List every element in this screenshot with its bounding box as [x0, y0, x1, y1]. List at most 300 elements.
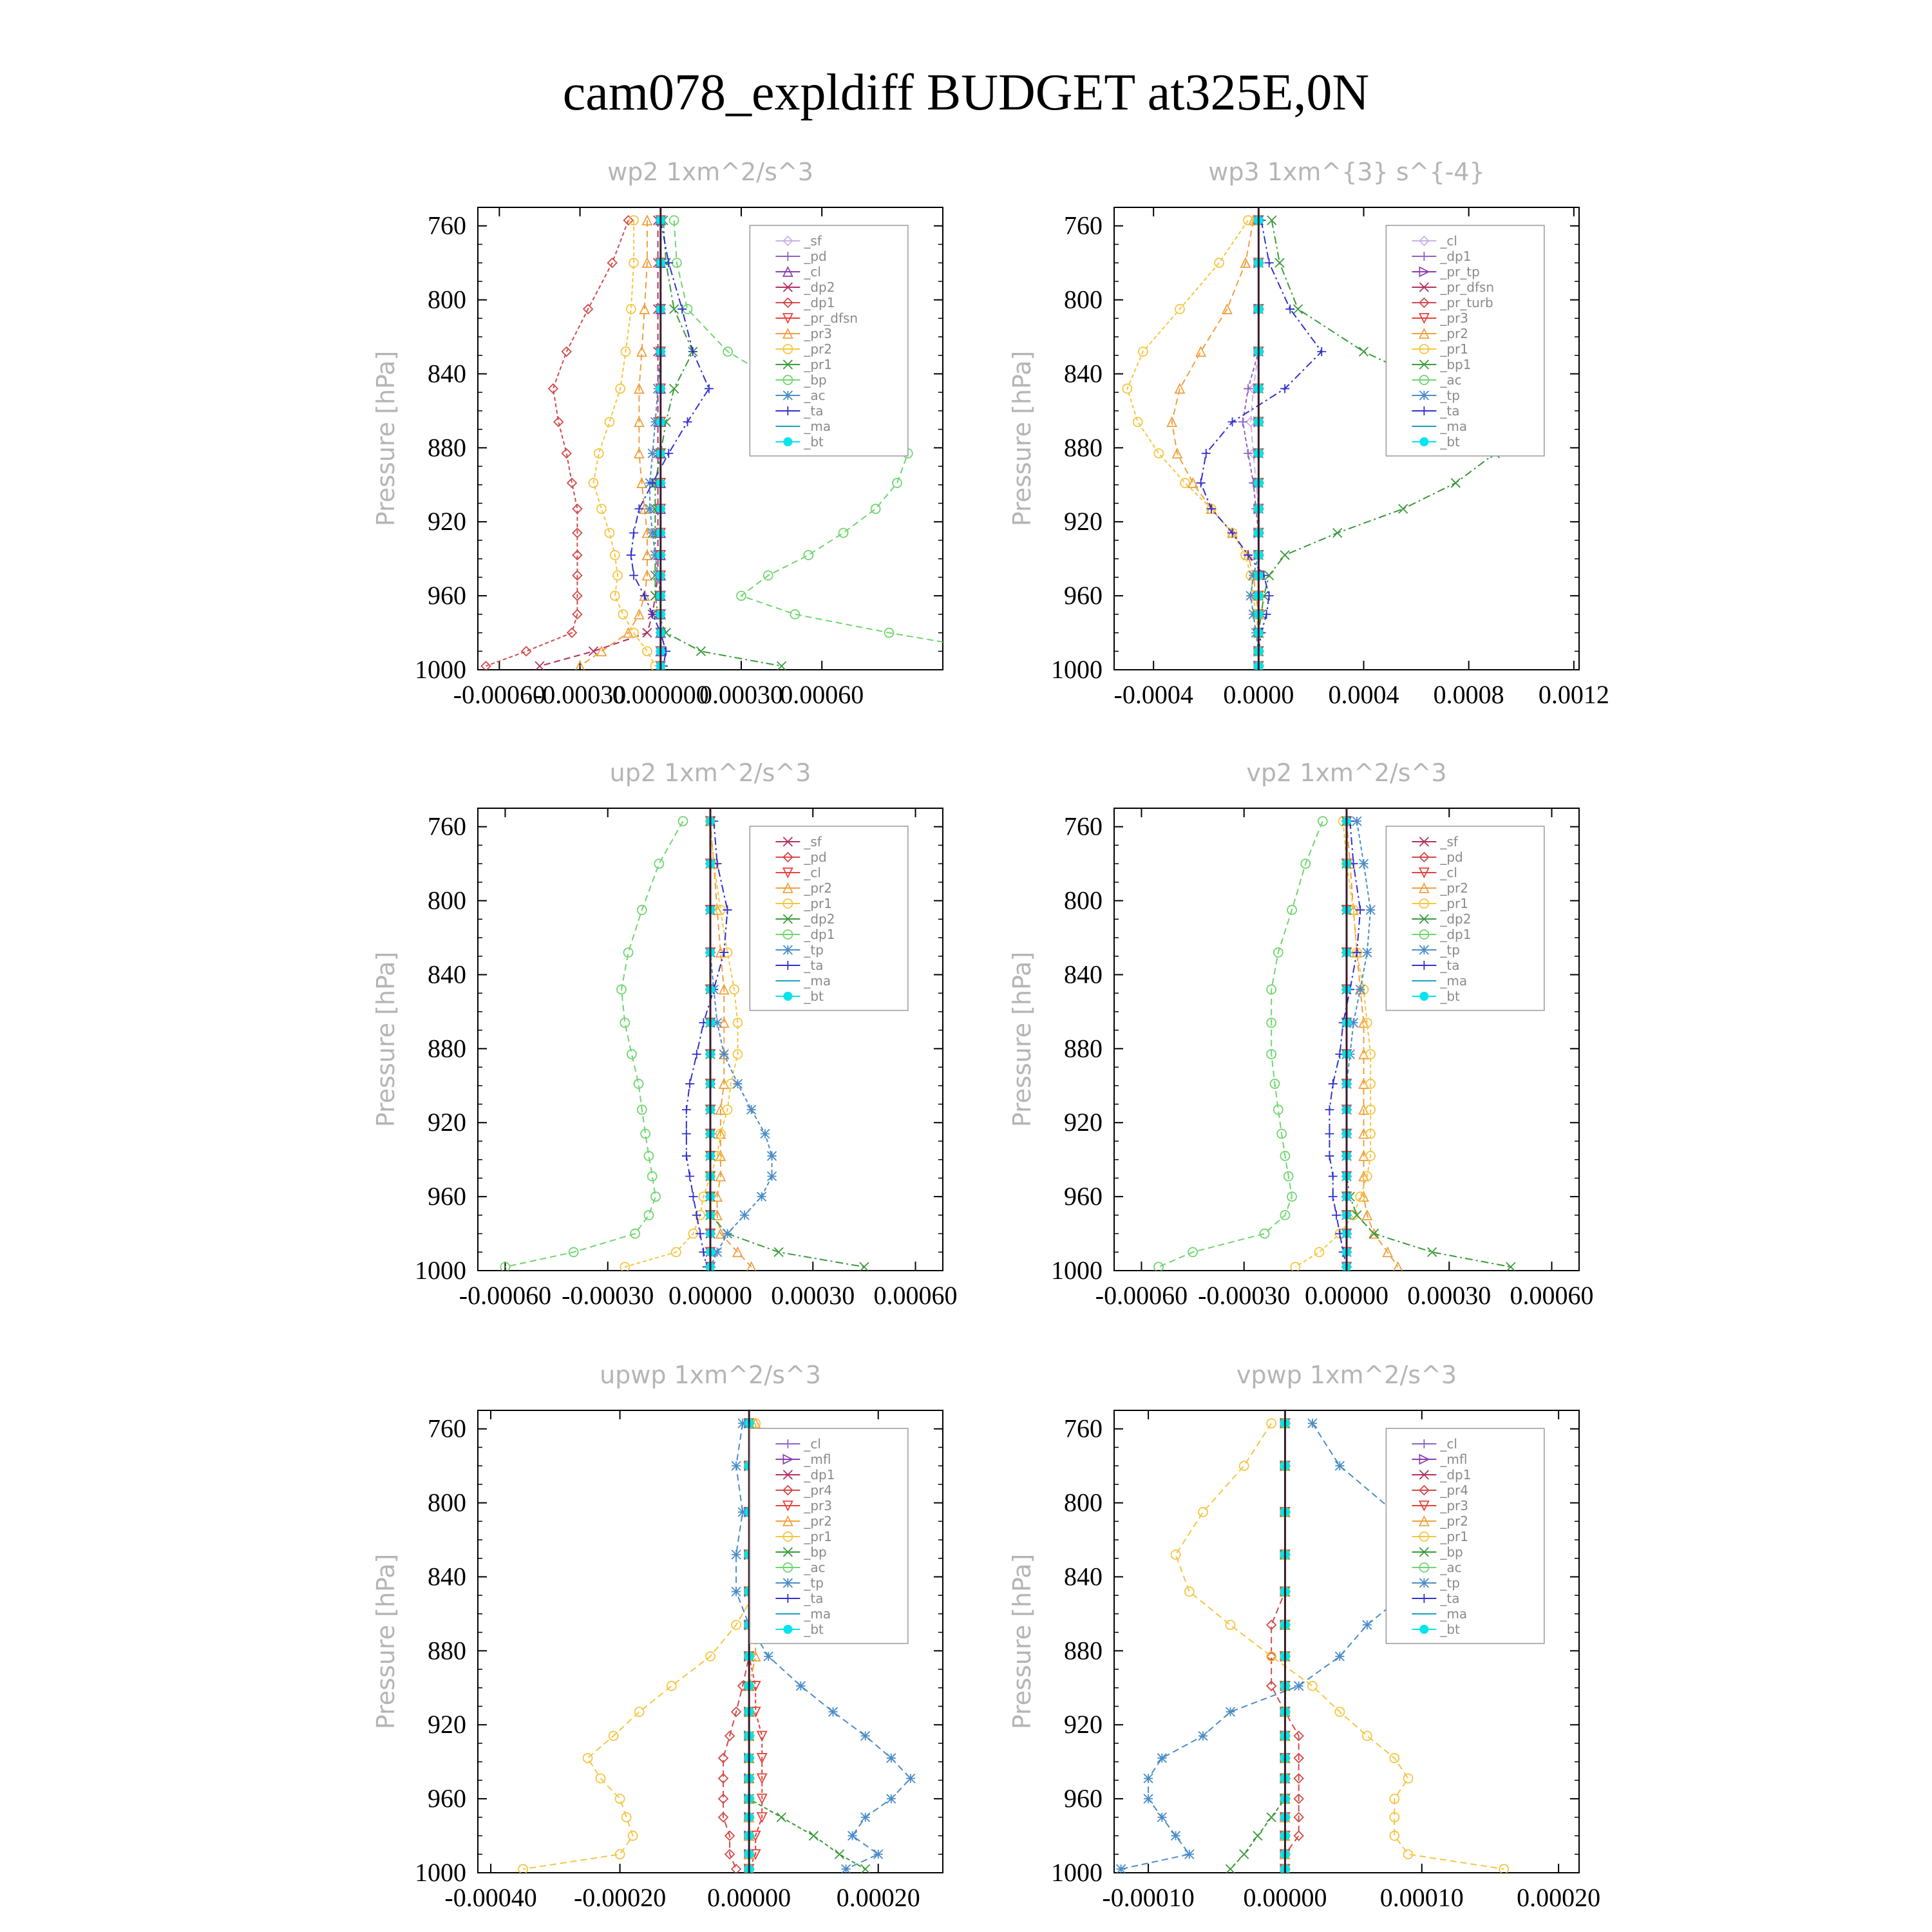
- data-point: [1202, 449, 1211, 458]
- legend-label: _pr_dfsn: [1440, 279, 1495, 295]
- legend-label: _ma: [1440, 419, 1468, 434]
- data-point: [640, 591, 649, 600]
- data-point: [992, 647, 1001, 656]
- data-point: [682, 1105, 691, 1114]
- legend-label: _bt: [1440, 434, 1460, 450]
- legend-label: _pr3: [804, 1498, 833, 1513]
- data-point: [1294, 1832, 1303, 1841]
- y-tick-label: 840: [1064, 960, 1103, 989]
- series-pr1: [518, 1419, 773, 1873]
- legend-label: _pr2: [1440, 880, 1469, 896]
- y-tick-label: 760: [428, 211, 466, 240]
- data-point: [629, 528, 638, 537]
- panel-title: upwp 1xm^2/s^3: [600, 1361, 821, 1389]
- legend-label: _dp1: [1440, 249, 1472, 264]
- y-tick-label: 880: [1064, 433, 1103, 462]
- data-point: [1180, 478, 1189, 488]
- data-point: [774, 1247, 783, 1256]
- series-dp1: [500, 817, 687, 1271]
- x-tick-label: -0.00010: [1102, 1883, 1195, 1912]
- legend-label: _bp1: [1440, 357, 1472, 372]
- data-point: [764, 1652, 773, 1661]
- y-tick-label: 960: [1064, 581, 1103, 611]
- series-line: [1172, 220, 1259, 666]
- data-point: [622, 1813, 631, 1822]
- series-ac: [645, 216, 665, 670]
- y-tick-label: 1000: [1051, 1256, 1103, 1285]
- y-tick-label: 1000: [1051, 655, 1103, 684]
- data-point: [1329, 1172, 1338, 1181]
- data-point: [732, 1550, 741, 1559]
- y-tick-label: 960: [1064, 1182, 1103, 1211]
- data-point: [1369, 1229, 1378, 1238]
- data-point: [1325, 1151, 1334, 1160]
- data-point: [1171, 1832, 1180, 1841]
- data-point: [1399, 504, 1408, 513]
- y-axis-label: Pressure [hPa]: [372, 951, 400, 1128]
- data-point: [861, 1731, 870, 1740]
- legend-marker: [1419, 437, 1428, 446]
- legend-label: _pr1: [1440, 896, 1469, 911]
- data-point: [1267, 1813, 1276, 1822]
- data-point: [629, 571, 638, 580]
- data-point: [732, 1461, 741, 1470]
- data-point: [848, 1832, 857, 1841]
- legend-label: _ma: [804, 973, 831, 989]
- data-point: [829, 1707, 838, 1716]
- data-point: [643, 629, 652, 638]
- series-pr2: [1168, 216, 1264, 670]
- data-point: [685, 1172, 694, 1181]
- data-point: [1198, 1731, 1208, 1740]
- data-point: [871, 504, 880, 513]
- data-point: [732, 1587, 741, 1596]
- chart-panel-6: [1008, 1361, 1600, 1912]
- chart-panel-3: [372, 759, 958, 1310]
- series-line: [486, 220, 629, 666]
- x-tick-label: -0.00060: [1095, 1281, 1188, 1310]
- y-tick-label: 760: [1064, 811, 1103, 841]
- x-tick-label: 0.00000: [1243, 1883, 1327, 1912]
- data-point: [685, 1079, 694, 1088]
- y-axis-label: Pressure [hPa]: [372, 1553, 400, 1730]
- data-point: [692, 1050, 701, 1059]
- legend-label: _cl: [804, 865, 821, 880]
- data-point: [835, 1850, 844, 1859]
- data-point: [688, 1192, 697, 1201]
- y-tick-label: 840: [428, 960, 466, 989]
- legend-label: _cl: [804, 1436, 821, 1452]
- data-point: [648, 528, 657, 537]
- legend-label: _bp: [804, 372, 827, 388]
- y-tick-label: 840: [1064, 359, 1103, 388]
- y-tick-label: 920: [1064, 1710, 1103, 1739]
- data-point: [597, 504, 606, 513]
- data-point: [644, 1211, 653, 1220]
- data-point: [616, 1794, 625, 1803]
- series-pr2: [589, 216, 659, 670]
- data-point: [1356, 985, 1365, 994]
- legend-label: _bt: [804, 1622, 824, 1637]
- data-point: [1294, 305, 1303, 314]
- legend-label: _cl: [804, 264, 821, 279]
- data-point: [1332, 1211, 1341, 1220]
- data-point: [1335, 1652, 1344, 1661]
- data-point: [1285, 305, 1294, 314]
- legend-label: _cl: [1440, 233, 1457, 249]
- legend-label: _pr2: [1440, 326, 1469, 341]
- data-point: [683, 417, 692, 426]
- series-line: [1121, 1423, 1422, 1869]
- legend-label: _cl: [1440, 1436, 1457, 1452]
- data-point: [605, 417, 614, 426]
- y-tick-label: 840: [428, 1562, 466, 1591]
- y-tick-label: 880: [428, 433, 466, 462]
- y-tick-label: 880: [1064, 1034, 1103, 1063]
- data-point: [1359, 347, 1368, 356]
- y-tick-label: 1000: [1051, 1858, 1103, 1887]
- data-point: [664, 449, 673, 458]
- series-dp1: [1154, 817, 1327, 1271]
- y-axis-label: Pressure [hPa]: [1008, 951, 1036, 1128]
- x-tick-label: 0.00060: [780, 680, 864, 709]
- chart-panel-1: [372, 158, 1095, 709]
- y-tick-label: 1000: [415, 1858, 466, 1887]
- legend-label: _pr3: [1440, 310, 1469, 326]
- y-tick-label: 800: [428, 285, 466, 314]
- data-point: [648, 449, 657, 458]
- data-point: [1308, 1681, 1317, 1690]
- y-tick-label: 960: [428, 1784, 466, 1814]
- legend-marker: [783, 1625, 792, 1634]
- legend-label: _ta: [1440, 403, 1460, 419]
- data-point: [1238, 417, 1247, 426]
- legend-marker: [783, 1578, 792, 1587]
- data-point: [733, 1079, 742, 1088]
- data-point: [1333, 528, 1342, 537]
- chart-panel-2: [1008, 158, 1609, 709]
- legend-label: _pr2: [1440, 1513, 1469, 1529]
- legend-label: _tp: [804, 942, 824, 958]
- x-tick-label: -0.00060: [453, 680, 546, 709]
- panel-title: wp3 1xm^{3} s^{-4}: [1208, 158, 1485, 186]
- legend-label: _pr_tp: [1440, 264, 1480, 279]
- y-tick-label: 920: [1064, 1108, 1103, 1137]
- legend: [750, 1428, 907, 1643]
- series-ta: [682, 817, 732, 1271]
- legend-marker: [1419, 1625, 1428, 1634]
- series-pr3: [576, 216, 652, 670]
- data-point: [1308, 1419, 1317, 1428]
- legend-marker: [1419, 1578, 1428, 1587]
- x-tick-label: 0.00060: [1510, 1281, 1594, 1310]
- series-pr2: [706, 817, 756, 1271]
- legend-label: _pr4: [804, 1482, 833, 1498]
- data-point: [1294, 1681, 1303, 1690]
- x-tick-label: 0.0004: [1328, 680, 1399, 709]
- data-point: [635, 1707, 644, 1716]
- legend-label: _dp2: [804, 279, 835, 295]
- y-tick-label: 760: [428, 811, 466, 841]
- x-tick-label: 0.00010: [1379, 1883, 1464, 1912]
- y-tick-label: 960: [428, 581, 466, 611]
- legend-marker: [783, 391, 792, 400]
- y-tick-label: 800: [428, 886, 466, 915]
- legend-label: _pd: [804, 849, 827, 865]
- y-tick-label: 1000: [415, 655, 466, 684]
- legend-label: _bp: [804, 1544, 827, 1560]
- series-line: [710, 821, 752, 1267]
- y-tick-label: 800: [1064, 886, 1103, 915]
- data-point: [1325, 1105, 1334, 1114]
- y-tick-label: 1000: [415, 1256, 466, 1285]
- data-point: [842, 1864, 851, 1873]
- y-axis-label: Pressure [hPa]: [1008, 350, 1036, 527]
- data-point: [1451, 478, 1460, 488]
- legend-label: _ma: [1440, 1606, 1468, 1622]
- legend-label: _mfl: [1440, 1452, 1468, 1467]
- legend-label: _ma: [804, 419, 831, 434]
- data-point: [1280, 551, 1289, 560]
- x-tick-label: 0.00030: [771, 1281, 855, 1310]
- panel-title: up2 1xm^2/s^3: [609, 759, 811, 787]
- legend-label: _pr_turb: [1440, 295, 1493, 310]
- panel-title: wp2 1xm^2/s^3: [607, 158, 813, 186]
- y-tick-label: 960: [1064, 1784, 1103, 1814]
- series-line: [505, 821, 683, 1267]
- legend-label: _tp: [1440, 942, 1460, 958]
- x-tick-label: 0.000000: [612, 680, 709, 709]
- legend-label: _ta: [804, 1591, 824, 1606]
- data-point: [1215, 258, 1224, 267]
- y-tick-label: 880: [1064, 1636, 1103, 1665]
- legend-label: _ac: [804, 1560, 826, 1575]
- data-point: [804, 551, 813, 560]
- legend: [1386, 225, 1544, 456]
- legend-label: _tp: [1440, 388, 1460, 403]
- data-point: [1366, 905, 1375, 914]
- x-tick-label: 0.00020: [1517, 1883, 1601, 1912]
- data-point: [874, 1850, 883, 1859]
- legend-label: _pd: [804, 249, 827, 264]
- y-tick-label: 760: [1064, 211, 1103, 240]
- x-tick-label: -0.00020: [573, 1883, 667, 1912]
- chart-panel-4: [1008, 759, 1594, 1310]
- data-point: [1240, 1461, 1249, 1470]
- legend-label: _ac: [1440, 372, 1462, 388]
- legend-label: _pr2: [804, 880, 833, 896]
- data-point: [705, 384, 714, 393]
- legend: [1386, 1428, 1544, 1643]
- legend: [750, 225, 907, 456]
- legend-label: _bt: [1440, 989, 1460, 1004]
- data-point: [1226, 1707, 1235, 1716]
- legend-label: _tp: [1440, 1575, 1460, 1591]
- data-point: [667, 1681, 676, 1690]
- legend-marker: [783, 945, 792, 954]
- legend-label: _bp: [1440, 1544, 1463, 1560]
- x-tick-label: 0.00000: [668, 1281, 752, 1310]
- data-point: [522, 647, 531, 656]
- legend-label: _ac: [1440, 1560, 1462, 1575]
- data-point: [1275, 258, 1284, 267]
- x-tick-label: 0.0008: [1433, 680, 1504, 709]
- y-axis-label: Pressure [hPa]: [1008, 1553, 1036, 1730]
- y-axis-label: Pressure [hPa]: [372, 350, 400, 527]
- data-point: [1329, 1079, 1338, 1088]
- x-tick-label: -0.00030: [562, 1281, 654, 1310]
- data-point: [1144, 1774, 1153, 1783]
- series-ta: [1325, 817, 1365, 1271]
- y-tick-label: 920: [428, 1710, 466, 1739]
- data-point: [1157, 1813, 1166, 1822]
- legend-label: _bt: [804, 434, 824, 450]
- data-point: [1329, 1192, 1338, 1201]
- legend-label: _pr2: [804, 1513, 833, 1529]
- x-tick-label: -0.00060: [459, 1281, 552, 1310]
- legend-label: _dp2: [804, 911, 835, 927]
- data-point: [1315, 1247, 1324, 1256]
- legend-marker: [1419, 391, 1428, 400]
- y-tick-label: 920: [428, 1108, 466, 1137]
- legend-label: _pr3: [1440, 1498, 1469, 1513]
- data-point: [1198, 1508, 1208, 1517]
- data-point: [1185, 1587, 1194, 1596]
- legend-label: _bt: [1440, 1622, 1460, 1637]
- data-point: [1197, 478, 1206, 488]
- data-point: [1117, 1864, 1126, 1873]
- y-tick-label: 800: [1064, 1488, 1103, 1517]
- legend-label: _pr1: [804, 357, 833, 372]
- series-tp: [1117, 1419, 1426, 1873]
- data-point: [1363, 1731, 1372, 1740]
- y-tick-label: 840: [428, 359, 466, 388]
- data-point: [1404, 1774, 1413, 1783]
- data-point: [839, 528, 848, 537]
- data-point: [682, 1151, 691, 1160]
- data-point: [627, 1050, 636, 1059]
- legend-label: _pr_dfsn: [804, 310, 858, 326]
- y-tick-label: 880: [428, 1636, 466, 1665]
- y-tick-label: 920: [1064, 507, 1103, 536]
- data-point: [757, 1192, 766, 1201]
- series-pr1: [620, 817, 742, 1271]
- figure-title: cam078_expldiff BUDGET at325E,0N: [562, 64, 1370, 121]
- data-point: [1154, 449, 1163, 458]
- data-point: [677, 305, 687, 314]
- data-point: [768, 1172, 777, 1181]
- legend-marker: [1419, 945, 1428, 954]
- panel-title: vp2 1xm^2/s^3: [1246, 759, 1447, 787]
- x-tick-label: 0.00030: [1407, 1281, 1492, 1310]
- legend-label: _dp2: [1440, 911, 1472, 927]
- x-tick-label: 0.00060: [873, 1281, 958, 1310]
- data-point: [1157, 1754, 1166, 1763]
- x-tick-label: 0.0012: [1538, 680, 1609, 709]
- data-point: [692, 1211, 701, 1220]
- legend-label: _dp1: [804, 295, 835, 310]
- data-point: [777, 1813, 786, 1822]
- data-point: [1226, 1620, 1235, 1629]
- legend-label: _ta: [804, 403, 824, 419]
- data-point: [1325, 1129, 1334, 1138]
- legend-label: _sf: [1440, 834, 1458, 849]
- legend-label: _ma: [1440, 973, 1468, 989]
- legend-label: _pr1: [804, 1529, 833, 1544]
- data-point: [1262, 610, 1271, 619]
- legend: [1386, 826, 1544, 1010]
- legend-label: _sf: [804, 834, 822, 849]
- panel-title: vpwp 1xm^2/s^3: [1236, 1361, 1457, 1389]
- legend-label: _pr1: [1440, 341, 1469, 357]
- data-point: [740, 1211, 749, 1220]
- data-point: [1228, 417, 1237, 426]
- data-point: [887, 1754, 896, 1763]
- series-dp2: [535, 216, 663, 670]
- series-line: [580, 220, 647, 666]
- y-tick-label: 840: [1064, 1562, 1103, 1591]
- data-point: [627, 551, 636, 560]
- data-point: [768, 1151, 777, 1160]
- data-point: [1185, 1850, 1194, 1859]
- legend-label: _cl: [1440, 865, 1457, 880]
- x-tick-label: -0.00040: [444, 1883, 537, 1912]
- y-tick-label: 760: [1064, 1414, 1103, 1443]
- data-point: [597, 647, 606, 656]
- legend-label: _ac: [804, 388, 826, 403]
- series-dp1: [482, 216, 633, 670]
- x-tick-label: 0.00000: [1305, 1281, 1388, 1310]
- legend-label: _pr2: [804, 341, 833, 357]
- chart-panel-5: [372, 1361, 943, 1912]
- legend-marker: [783, 992, 792, 1001]
- series-ta: [627, 216, 714, 670]
- legend-label: _pr3: [804, 326, 833, 341]
- data-point: [887, 1794, 896, 1803]
- legend-marker: [1419, 992, 1428, 1001]
- data-point: [809, 1832, 818, 1841]
- legend-label: _dp1: [804, 1467, 835, 1482]
- data-point: [1144, 1794, 1153, 1803]
- series-pr1: [1122, 216, 1263, 670]
- legend-marker: [783, 437, 792, 446]
- data-point: [682, 1129, 691, 1138]
- data-point: [1363, 948, 1372, 957]
- data-point: [645, 504, 654, 513]
- data-point: [1265, 591, 1274, 600]
- data-point: [583, 1754, 592, 1763]
- data-point: [1260, 1229, 1269, 1238]
- data-point: [1240, 1850, 1249, 1859]
- data-point: [634, 504, 643, 513]
- y-tick-label: 800: [1064, 285, 1103, 314]
- data-point: [1335, 1461, 1344, 1470]
- x-tick-label: 0.00000: [707, 1883, 791, 1912]
- y-tick-label: 880: [428, 1034, 466, 1063]
- data-point: [1265, 258, 1274, 267]
- legend-label: _dp1: [1440, 927, 1472, 942]
- legend-label: _pr1: [1440, 1529, 1469, 1544]
- legend-label: _pr4: [1440, 1482, 1469, 1498]
- legend-label: _dp1: [804, 927, 835, 942]
- x-tick-label: -0.00030: [1198, 1281, 1291, 1310]
- legend-label: _sf: [804, 233, 822, 249]
- data-point: [1359, 859, 1368, 868]
- data-point: [1253, 1832, 1262, 1841]
- y-tick-label: 800: [428, 1488, 466, 1517]
- data-point: [906, 1774, 915, 1783]
- data-point: [1171, 1550, 1180, 1559]
